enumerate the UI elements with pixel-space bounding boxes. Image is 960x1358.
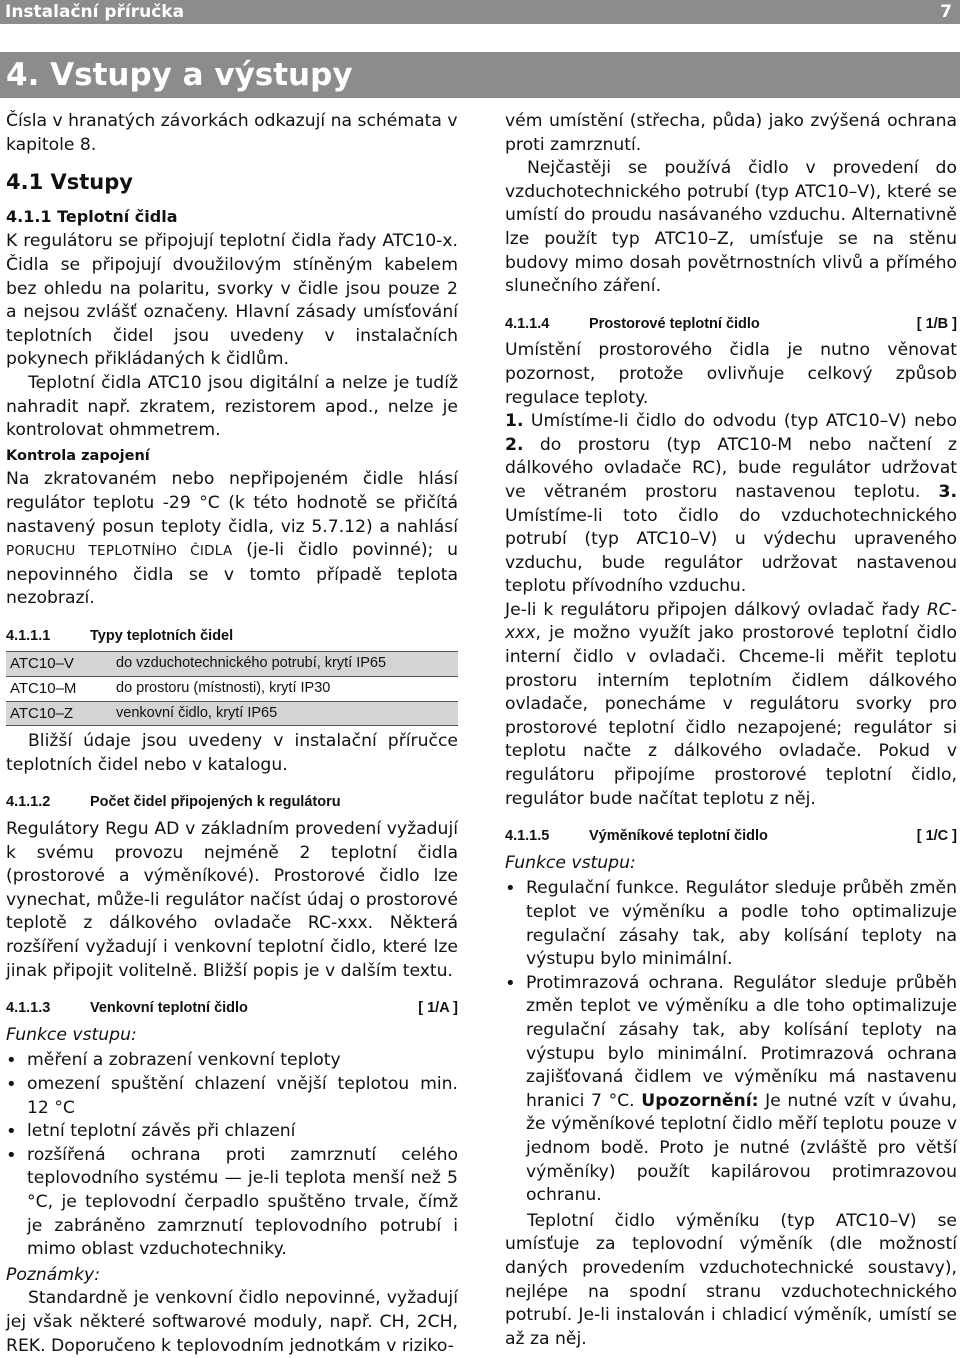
section-heading-4-1-1-3 [6,997,458,1021]
section-heading-4-1-1-2 [6,791,458,815]
section-number: 4.1.1.2 [6,794,51,811]
paragraph: Teplotní čidla ATC10 jsou digitální a nelze je tudíž nahradit např. zkratem, rezistorem apod., nelze je kontrolovat ohmmetrem. [6,372,458,441]
text-run: , je možno využít jako prostorové teplotní čidlo interní čidlo v ovladači. Chceme-li měřit teplotu prostoru interním teplotním čidlem dálkového ovladače, ponecháme v regulátoru svorky pro prostorové teplotní čidlo nezapojené; regulátor si teplotu načte z dálkového ovladače. Pokud v regulátoru připojíme prostorové teplotní čidlo, regulátor bude načítat teplotu z něj. [505,623,957,809]
paragraph: Nejčastěji se používá čidlo v provedení do vzduchotechnického potrubí (typ ATC10–V), které se umístí do proudu nasávaného vzduchu. Alternativně lze použít typ ATC10–Z, umísťuje se na stěnu budovy mimo dosah povětrnostních vlivů a přímého slunečního záření. [505,158,957,297]
funkce-label: Funkce vstupu: [505,852,636,873]
text-run: Je nutné vzít v úvahu, že výměníkové teplotní čidlo měří teplotu pouze v jednom bodě. Proto je nutné (zvláště pro větší výměníky) použít kapilárovou protimrazovou ochranu. [526,1090,957,1206]
text-run: (je-li čidlo povinné); u nepovinného čidla se v tomto případě teplota nezobrazí. [6,540,458,609]
notes-label: Poznámky: [6,1264,100,1285]
text-run: Umístíme-li čidlo do odvodu (typ ATC10–V) nebo [523,411,957,432]
sensor-code: ATC10–V [6,652,112,677]
paragraph: Umístění prostorového čidla je nutno věnovat pozornost, protože ovlivňuje celkový způsob regulace teploty. [505,340,957,408]
list-item: • rozšířená ochrana proti zamrznutí celého teplovodního systému — je-li teplota menší než 5 °C, je teplovodní čerpadlo spuštěno trvale, čímž je zabráněno zamrznutí teplovodního potrubí i mimo oblast vzduchotechniky. [27,1144,458,1262]
section-title: Typy teplotních čidel [90,627,234,644]
section-title: Počet čidel připojených k regulátoru [90,794,341,811]
text-run-italic: RC-xxx [505,599,957,644]
section-title: Prostorové teplotní čidlo [589,315,760,332]
schema-reference: [ 1/B ] [916,315,957,332]
list-item: • letní teplotní závěs při chlazení [27,1120,458,1144]
sensor-types-table [6,651,458,726]
list-item [526,972,957,1208]
intro-paragraph: Čísla v hranatých závorkách odkazují na schémata v kapitole 8. [6,111,458,155]
right-column [505,110,957,1351]
function-list [505,877,957,1207]
warning-label: Upozornění: [641,1090,759,1111]
paragraph: vém umístění (střecha, půda) jako zvýšená ochrana proti zamrznutí. [505,111,957,155]
function-list [6,1049,458,1261]
section-heading-4-1-1: 4.1.1 Teplotní čidla [6,206,178,226]
sensor-code: ATC10–Z [6,701,112,726]
paragraph: K regulátoru se připojují teplotní čidla řady ATC10-x. Čidla se připojují dvoužilovým stíněným kabelem bez ohledu na polaritu, svorky v čidle jsou pouze 2 a nejsou zvlášť označeny. Hlavní zásady umísťování teplotních čidel jsou uvedeny v instalačních pokynech přikládaných k čidlům. [6,231,458,370]
text-run-smallcaps: PORUCHU TEPLOTNÍHO ČIDLA [6,543,233,560]
paragraph-rc [505,599,957,811]
subheading-kontrola: Kontrola zapojení [6,447,150,464]
schema-reference: [ 1/A ] [418,1000,458,1017]
paragraph-placement [505,410,957,599]
section-heading-4-1-1-5 [505,825,957,849]
paragraph: Standardně je venkovní čidlo nepovinné, vyžadují jej však některé softwarové moduly, např. CH, 2CH, REK. Doporučeno k teplovodním jednotkám v riziko- [6,1288,458,1356]
section-title: Výměníkové teplotní čidlo [589,828,768,845]
table-row [6,701,458,726]
left-column [6,110,458,1358]
text-run: Je-li k regulátoru připojen dálkový ovladač řady [505,599,927,620]
paragraph: Regulátory Regu AD v základním provedení vyžadují k svému provozu nejméně 2 teplotní čidla (prostorové a výměníkové). Prostorové čidlo lze vynechat, může-li regulátor načíst údaj o prostorové teplotě z dálkového ovladače RC-xxx. Některá rozšíření vyžadují i venkovní teplotní čidlo, které lze jinak připojit volitelně. Bližší popis je v dalším textu. [6,819,458,981]
page-header [0,0,960,24]
list-item: • Regulační funkce. Regulátor sleduje průběh změn teplot ve výměníku a podle toho optimalizuje regulační zásahy tak, aby kolísání teploty na výstupu bylo minimální. [526,877,957,971]
section-number: 4.1.1.1 [6,627,51,644]
header-title: Instalační příručka [5,2,185,22]
text-run: Protimrazová ochrana. Regulátor sleduje průběh změn teplot ve výměníku a dle toho optimalizuje regulační zásahy tak, aby kolísání teploty na výstupu bylo minimální. Protimrazová ochrana zajišťovaná čidlem ve výměníku má nastavenu hranici 7 °C. [526,972,957,1111]
funkce-label: Funkce vstupu: [6,1024,137,1045]
paragraph-kontrola [6,468,458,611]
section-heading-4-1-1-4 [505,313,957,337]
step-number: 1. [505,411,524,432]
sensor-code: ATC10–M [6,677,112,702]
section-heading-4-1-1-1 [6,625,458,649]
paragraph: Bližší údaje jsou uvedeny v instalační příručce teplotních čidel nebo v katalogu. [6,731,458,775]
page-number: 7 [940,2,952,22]
section-heading-4-1: 4.1 Vstupy [6,170,133,195]
text-run: do prostoru (typ ATC10-M nebo načtení z dálkového ovladače RC), bude regulátor udržovat ve větraném prostoru nastavenou teplotu. [505,434,957,502]
sensor-description: do prostoru (místnosti), krytí IP30 [112,677,458,702]
section-number: 4.1.1.4 [505,315,550,332]
paragraph: Teplotní čidlo výměníku (typ ATC10–V) se umísťuje za teplovodní výměník (dle možností daných provedením vzduchotechnické soustavy), nejlépe na spodní stranu vzduchotechnického potrubí. Je-li instalován i chladicí výměník, umístí se až za něj. [505,1210,957,1349]
list-item: • měření a zobrazení venkovní teploty [27,1049,458,1073]
list-item: • omezení spuštění chlazení vnější teplotou min. 12 °C [27,1073,458,1120]
sensor-description: venkovní čidlo, krytí IP65 [112,701,458,726]
section-title: Venkovní teplotní čidlo [90,1000,248,1017]
table-row [6,652,458,677]
section-number: 4.1.1.3 [6,1000,51,1017]
section-number: 4.1.1.5 [505,828,550,845]
table-row [6,677,458,702]
schema-reference: [ 1/C ] [916,828,957,845]
step-number: 3. [938,481,957,502]
step-number: 2. [505,434,524,455]
chapter-heading: 4. Vstupy a výstupy [0,52,960,98]
text-run: Umístíme-li toto čidlo do vzduchotechnického potrubí (typ ATC10–V) u výdechu upraveného vzduchu, bude regulátor udržovat nastavenou teplotu přívodního vzduchu. [505,505,957,597]
sensor-description: do vzduchotechnického potrubí, krytí IP65 [112,652,458,677]
text-run: Na zkratovaném nebo nepřipojeném čidle hlásí regulátor teplotu -29 °C (k této hodnotě se přičítá nastavený posun teploty čidla, viz 5.7.12) a nahlásí [6,469,458,537]
